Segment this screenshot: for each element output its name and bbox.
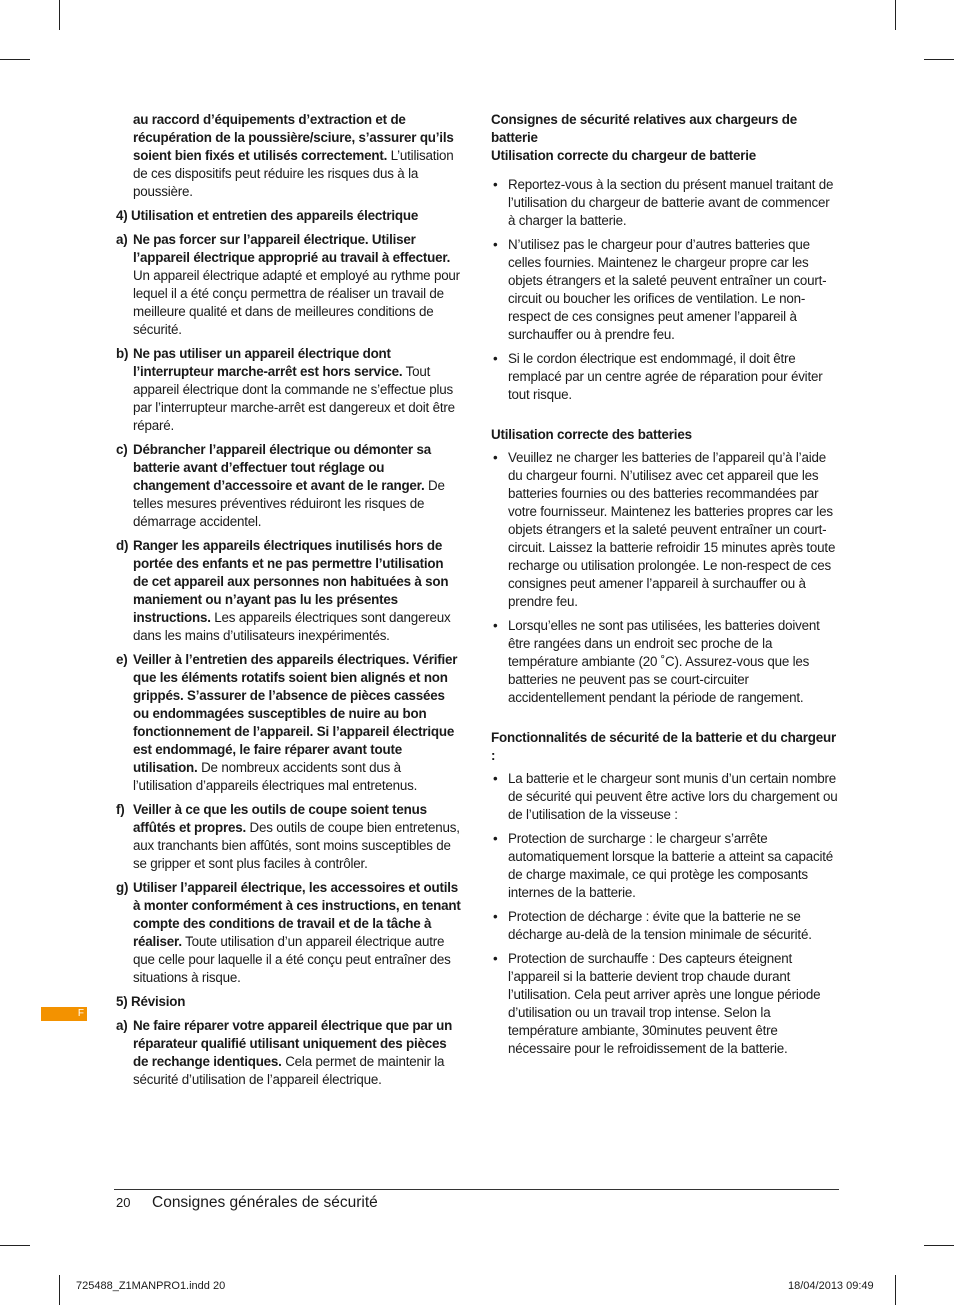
item-marker: g) — [116, 880, 129, 895]
item-body-text: Tout appareil électrique dont la commande ne s’effectue plus par l’interrupteur marche-arrêt est dangereux et doit être réparé. — [133, 364, 455, 433]
bullet-item — [491, 770, 839, 824]
list-item — [116, 879, 461, 987]
list-item — [116, 1017, 461, 1089]
item-bold-text: Ranger les appareils électriques inutilisés hors de portée des enfants et ne pas permettre l’utilisation de cet appareil aux personnes non habituées à son maniement ou n’ayant pas lu les présentes instructions. — [133, 538, 449, 625]
item-body-text: De telles mesures préventives réduiront les risques de démarrage accidentel. — [133, 478, 445, 529]
bullet-item — [491, 176, 839, 230]
item-bold-text: Veiller à ce que les outils de coupe soient tenus affûtés et propres. — [133, 802, 427, 835]
item-body-text: Les appareils électriques sont dangereux dans les mains d’utilisateurs inexpérimentés. — [133, 610, 451, 643]
list-item — [116, 651, 461, 795]
item-body-text: Un appareil électrique adapté et employé au rythme pour lequel il a été conçu permettra de réaliser un travail de meilleure qualité et dans de meilleures conditions de sécurité. — [133, 268, 460, 337]
item-bold-text: Utiliser l’appareil électrique, les accessoires et outils à monter conformément à ces instructions, en tenant compte des conditions de travail et de la tâche à réaliser. — [133, 880, 461, 949]
item-body-text: Des outils de coupe bien entretenus, aux tranchants bien affûtés, sont moins susceptibles de se gripper et sont plus faciles à contrôler. — [133, 820, 460, 871]
item-text — [133, 441, 461, 531]
crop-mark — [895, 0, 896, 30]
bullet-item — [491, 908, 839, 944]
bullet-item — [491, 350, 839, 404]
bullet-text: Lorsqu’elles ne sont pas utilisées, les batteries doivent être rangées dans un endroit sec proche de la température ambiante (20 ˚C). Assurez-vous que les batteries ne peuvent pas se court-circuiter accidentellement pendant la période de rangement. — [508, 618, 820, 705]
section-5-list — [116, 1017, 461, 1089]
charger-bullet-list — [491, 176, 839, 404]
bullet-item — [491, 449, 839, 611]
battery-usage-heading: Utilisation correcte des batteries — [491, 427, 692, 442]
bullet-icon: • — [493, 831, 498, 846]
left-column — [116, 111, 461, 1095]
bullet-icon: • — [493, 909, 498, 924]
item-marker: d) — [116, 538, 129, 553]
item-bold-text: Ne pas utiliser un appareil électrique dont l’interrupteur marche-arrêt est hors service. — [133, 346, 403, 379]
battery-bullet-list — [491, 449, 839, 707]
bullet-text: Reportez-vous à la section du présent manuel traitant de l’utilisation du chargeur de batterie avant de commencer à charger la batterie. — [508, 177, 834, 228]
intro-text: L’utilisation de ces dispositifs peut réduire les risques dus à la poussière. — [133, 148, 454, 199]
list-item — [116, 441, 461, 531]
item-marker: c) — [116, 442, 128, 457]
bullet-text: N’utilisez pas le chargeur pour d’autres batteries que celles fournies. Maintenez le chargeur propre car les objets étrangers et la saleté peuvent entraîner un court-circuit ou boucher les orifices de ventilation. Le non-respect de ces consignes peut amener l’appareil à surchauffer ou à prendre feu. — [508, 237, 827, 342]
item-text — [133, 1017, 461, 1089]
item-marker: e) — [116, 652, 128, 667]
charger-usage-heading: Utilisation correcte du chargeur de batterie — [491, 148, 757, 163]
bullet-text: Protection de décharge : évite que la batterie ne se décharge au-delà de la tension minimale de sécurité. — [508, 909, 812, 942]
bullet-item — [491, 236, 839, 344]
page-number: 20 — [116, 1195, 131, 1210]
crop-mark — [59, 0, 60, 30]
section-4-title: 4) Utilisation et entretien des appareils électrique — [116, 208, 419, 223]
bullet-item — [491, 950, 839, 1058]
list-item — [116, 345, 461, 435]
charger-safety-heading: Consignes de sécurité relatives aux chargeurs de batterie — [491, 112, 797, 145]
bullet-text: Si le cordon électrique est endommagé, il doit être remplacé par un centre agrée de réparation pour éviter tout risque. — [508, 351, 823, 402]
item-bold-text: Ne faire réparer votre appareil électrique que par un réparateur qualifié utilisant uniquement des pièces de rechange identiques. — [133, 1018, 453, 1069]
list-item — [116, 537, 461, 645]
item-bold-text: Veiller à l’entretien des appareils électriques. Vérifier que les éléments rotatifs soient bien alignés et non grippés. S’assurer de l’absence de pièces cassées ou endommagées susceptibles de nuire au bon fonctionnement de l’appareil. Si l’appareil électrique est endommagé, le faire réparer avant toute utilisation. — [133, 652, 458, 775]
bullet-icon: • — [493, 450, 498, 465]
item-bold-text: Débrancher l’appareil électrique ou démonter sa batterie avant d’effectuer tout réglage ou changement d’accessoire et avant de le ranger. — [133, 442, 431, 493]
section-4-list — [116, 231, 461, 987]
item-marker: a) — [116, 1018, 128, 1033]
bullet-item — [491, 830, 839, 902]
bullet-icon: • — [493, 351, 498, 366]
crop-mark — [924, 59, 954, 60]
bullet-text: Protection de surcharge : le chargeur s’arrête automatiquement lorsque la batterie a atteint sa capacité de charge maximale, ce qui protège les composants internes de la batterie. — [508, 831, 834, 900]
footer-title: Consignes générales de sécurité — [152, 1194, 378, 1211]
bullet-icon: • — [493, 951, 498, 966]
bullet-item — [491, 617, 839, 707]
slug-file: 725488_Z1MANPRO1.indd 20 — [76, 1280, 226, 1292]
crop-mark — [0, 59, 30, 60]
list-item — [116, 801, 461, 873]
bullet-text: La batterie et le chargeur sont munis d’un certain nombre de sécurité qui peuvent être active lors du chargement ou de l’utilisation de la visseuse : — [508, 771, 838, 822]
intro-paragraph — [116, 111, 461, 201]
item-body-text: Cela permet de maintenir la sécurité d’utilisation de l’appareil électrique. — [133, 1054, 445, 1087]
item-text — [133, 345, 461, 435]
slug-date: 18/04/2013 09:49 — [788, 1280, 874, 1292]
item-text — [133, 879, 461, 987]
item-bold-text: Ne pas forcer sur l’appareil électrique. Utiliser l’appareil électrique approprié au travail à effectuer. — [133, 232, 451, 265]
item-marker: a) — [116, 232, 128, 247]
footer-divider — [114, 1189, 839, 1190]
crop-mark — [924, 1245, 954, 1246]
crop-mark — [895, 1275, 896, 1305]
list-item — [116, 231, 461, 339]
bullet-icon: • — [493, 177, 498, 192]
right-column — [491, 111, 839, 1064]
bullet-text: Veuillez ne charger les batteries de l’appareil qu’à l’aide du chargeur fourni. N’utilisez avec cet appareil que les batteries fournies ou des batteries recommandées par votre fournisseur. Maintenez les batteries propres car les objets étrangers et la saleté peuvent entraîner un court-circuit. Laissez la batterie refroidir 15 minutes après toute recharge ou utilisation prolongée. Le non-respect de ces consignes peut amener l’appareil à surchauffer ou à prendre feu. — [508, 450, 836, 609]
section-5-title: 5) Révision — [116, 994, 186, 1009]
item-body-text: De nombreux accidents sont dus à l’utilisation d’appareils électriques mal entretenus. — [133, 760, 418, 793]
item-marker: f) — [116, 802, 125, 817]
item-text — [133, 231, 461, 339]
item-body-text: Toute utilisation d’un appareil électrique autre que celle pour laquelle il a été conçu peut entraîner des situations à risque. — [133, 934, 451, 985]
bullet-icon: • — [493, 771, 498, 786]
bullet-icon: • — [493, 618, 498, 633]
crop-mark — [59, 1275, 60, 1305]
crop-mark — [0, 1245, 30, 1246]
features-heading: Fonctionnalités de sécurité de la batterie et du chargeur : — [491, 730, 837, 763]
language-tab: F — [41, 1007, 87, 1021]
item-text — [133, 801, 461, 873]
bullet-text: Protection de surchauffe : Des capteurs éteignent l’appareil si la batterie devient trop chaude durant l’utilisation. Cela peut arriver après une longue période d’utilisation ou un travail trop intense. Selon la température ambiante, 30minutes peuvent être nécessaire pour le refroidissement de la batterie. — [508, 951, 821, 1056]
item-text — [133, 651, 461, 795]
bullet-icon: • — [493, 237, 498, 252]
item-text — [133, 537, 461, 645]
intro-bold-text: au raccord d’équipements d’extraction et de récupération de la poussière/sciure, s’assurer qu’ils soient bien fixés et utilisés correctement. — [133, 112, 454, 163]
features-bullet-list — [491, 770, 839, 1058]
item-marker: b) — [116, 346, 129, 361]
